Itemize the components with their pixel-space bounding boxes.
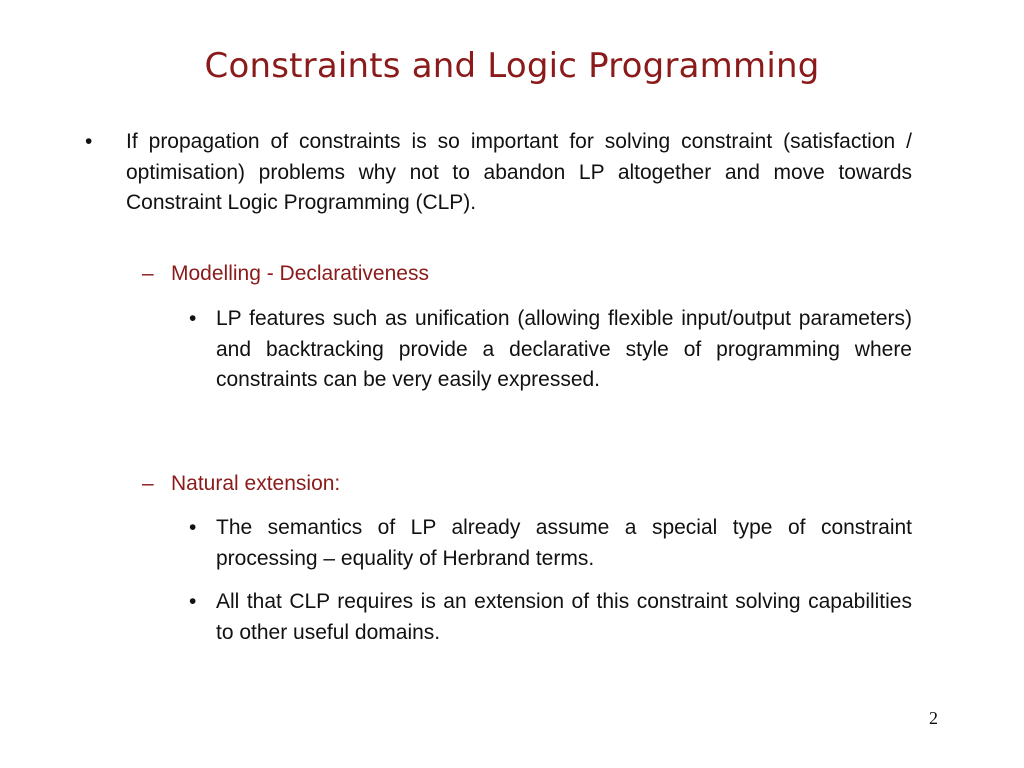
bullet-semantics xyxy=(189,513,912,574)
bullet-main xyxy=(85,127,912,219)
dash-marker: – xyxy=(142,472,154,495)
bullet-lp-features-text: LP features such as unification (allowing flexible input/output parameters) and backtracking provide a declarative style of programming where constraints can be very easily expressed. xyxy=(216,307,912,391)
bullet-marker: • xyxy=(189,307,197,330)
bullet-clp-requires-text: All that CLP requires is an extension of this constraint solving capabilities to other useful domains. xyxy=(216,590,912,644)
slide-title: Constraints and Logic Programming xyxy=(204,46,820,86)
bullet-lp-features xyxy=(189,304,912,396)
bullet-semantics-text: The semantics of LP already assume a special type of constraint processing – equality of Herbrand terms. xyxy=(216,516,912,570)
bullet-marker: • xyxy=(189,516,197,539)
subheading-natural-extension-text: Natural extension: xyxy=(171,472,341,495)
bullet-main-text: If propagation of constraints is so important for solving constraint (satisfaction / optimisation) problems why not to abandon LP altogether and move towards Constraint Logic Programming (CLP). xyxy=(126,130,912,214)
bullet-marker: • xyxy=(85,130,93,153)
bullet-marker: • xyxy=(189,590,197,613)
page-number: 2 xyxy=(929,708,938,728)
subheading-modelling xyxy=(142,259,912,290)
bullet-clp-requires xyxy=(189,587,912,648)
subheading-natural-extension xyxy=(142,469,912,500)
subheading-modelling-text: Modelling - Declarativeness xyxy=(171,262,429,285)
dash-marker: – xyxy=(142,262,154,285)
